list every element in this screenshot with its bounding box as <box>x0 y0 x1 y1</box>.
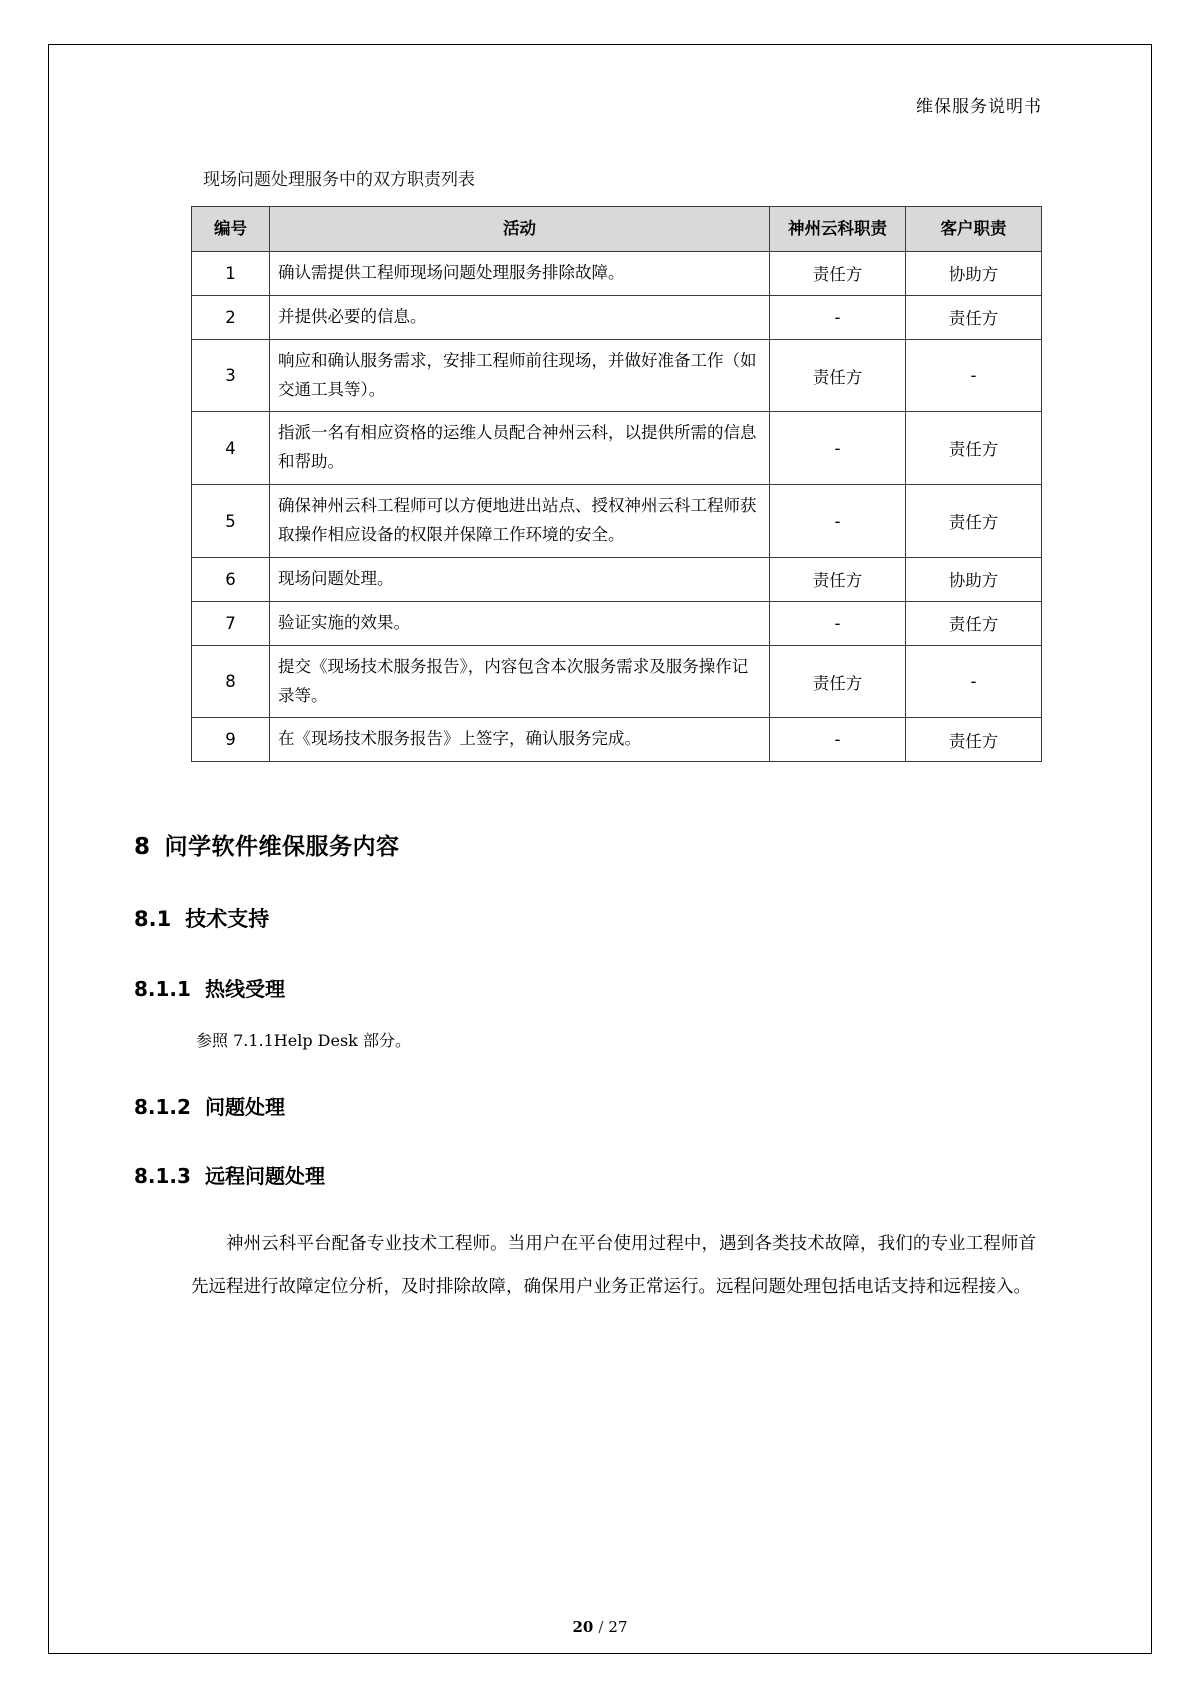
table-caption: 现场问题处理服务中的双方职责列表 <box>203 170 475 190</box>
section-number: 8.1.1 <box>134 977 191 1002</box>
section-title: 热线受理 <box>204 977 285 1002</box>
table-row <box>192 295 1042 339</box>
section-8-1-1-note: 参照 7.1.1Help Desk 部分。 <box>196 1031 411 1051</box>
section-number: 8.1 <box>134 907 172 932</box>
footer-current-page: 20 <box>572 1618 594 1636</box>
cell-customer-duty: 协助方 <box>906 251 1042 295</box>
cell-zyk-duty: - <box>770 295 906 339</box>
cell-customer-duty: 协助方 <box>906 557 1042 601</box>
column-header-zyk-duty: 神州云科职责 <box>770 207 906 252</box>
cell-zyk-duty: - <box>770 485 906 558</box>
page-header: 维保服务说明书 <box>916 97 1042 117</box>
cell-activity: 在《现场技术服务报告》上签字，确认服务完成。 <box>270 718 770 762</box>
cell-customer-duty: 责任方 <box>906 601 1042 645</box>
section-heading-8-1 <box>134 903 1094 933</box>
table-row <box>192 412 1042 485</box>
cell-customer-duty: 责任方 <box>906 295 1042 339</box>
cell-activity: 现场问题处理。 <box>270 557 770 601</box>
cell-zyk-duty: 责任方 <box>770 645 906 718</box>
cell-number: 2 <box>192 295 270 339</box>
column-header-customer-duty: 客户职责 <box>906 207 1042 252</box>
cell-number: 6 <box>192 557 270 601</box>
responsibility-table <box>191 206 1042 762</box>
cell-activity: 确保神州云科工程师可以方便地进出站点、授权神州云科工程师获取操作相应设备的权限并保障工作环境的安全。 <box>270 485 770 558</box>
section-title: 问题处理 <box>204 1095 285 1120</box>
cell-zyk-duty: - <box>770 412 906 485</box>
section-number: 8 <box>134 834 151 861</box>
column-header-number: 编号 <box>192 207 270 252</box>
section-8-1-3-body: 神州云科平台配备专业技术工程师。当用户在平台使用过程中，遇到各类技术故障，我们的专业工程师首先远程进行故障定位分析，及时排除故障，确保用户业务正常运行。远程问题处理包括电话支持和远程接入。 <box>191 1234 1036 1298</box>
section-title: 问学软件维保服务内容 <box>164 834 400 861</box>
cell-zyk-duty: - <box>770 601 906 645</box>
table-row <box>192 718 1042 762</box>
cell-number: 5 <box>192 485 270 558</box>
section-number: 8.1.2 <box>134 1095 191 1120</box>
column-header-activity: 活动 <box>270 207 770 252</box>
table-row <box>192 557 1042 601</box>
cell-number: 7 <box>192 601 270 645</box>
cell-activity: 验证实施的效果。 <box>270 601 770 645</box>
cell-activity: 提交《现场技术服务报告》，内容包含本次服务需求及服务操作记录等。 <box>270 645 770 718</box>
cell-activity: 并提供必要的信息。 <box>270 295 770 339</box>
table-row <box>192 339 1042 412</box>
cell-activity: 确认需提供工程师现场问题处理服务排除故障。 <box>270 251 770 295</box>
footer-total-pages: 27 <box>608 1618 628 1636</box>
cell-zyk-duty: 责任方 <box>770 557 906 601</box>
footer-separator: / <box>598 1618 604 1636</box>
cell-number: 8 <box>192 645 270 718</box>
table-row <box>192 645 1042 718</box>
cell-customer-duty: 责任方 <box>906 412 1042 485</box>
section-title: 远程问题处理 <box>204 1164 325 1189</box>
cell-customer-duty: 责任方 <box>906 718 1042 762</box>
section-number: 8.1.3 <box>134 1164 191 1189</box>
cell-customer-duty: - <box>906 339 1042 412</box>
section-heading-8-1-3 <box>134 1160 1094 1189</box>
cell-number: 3 <box>192 339 270 412</box>
cell-zyk-duty: - <box>770 718 906 762</box>
cell-number: 9 <box>192 718 270 762</box>
cell-number: 4 <box>192 412 270 485</box>
cell-zyk-duty: 责任方 <box>770 251 906 295</box>
table-row <box>192 485 1042 558</box>
table-row <box>192 251 1042 295</box>
section-heading-8 <box>134 828 1094 861</box>
cell-activity: 响应和确认服务需求，安排工程师前往现场，并做好准备工作（如交通工具等）。 <box>270 339 770 412</box>
section-title: 技术支持 <box>185 907 270 932</box>
page-footer <box>0 1618 1200 1636</box>
cell-zyk-duty: 责任方 <box>770 339 906 412</box>
cell-activity: 指派一名有相应资格的运维人员配合神州云科，以提供所需的信息和帮助。 <box>270 412 770 485</box>
cell-customer-duty: 责任方 <box>906 485 1042 558</box>
page-content <box>48 44 1152 1654</box>
cell-customer-duty: - <box>906 645 1042 718</box>
table-header-row <box>192 207 1042 252</box>
section-heading-8-1-1 <box>134 973 1094 1002</box>
section-heading-8-1-2 <box>134 1091 1094 1120</box>
table-row <box>192 601 1042 645</box>
cell-number: 1 <box>192 251 270 295</box>
